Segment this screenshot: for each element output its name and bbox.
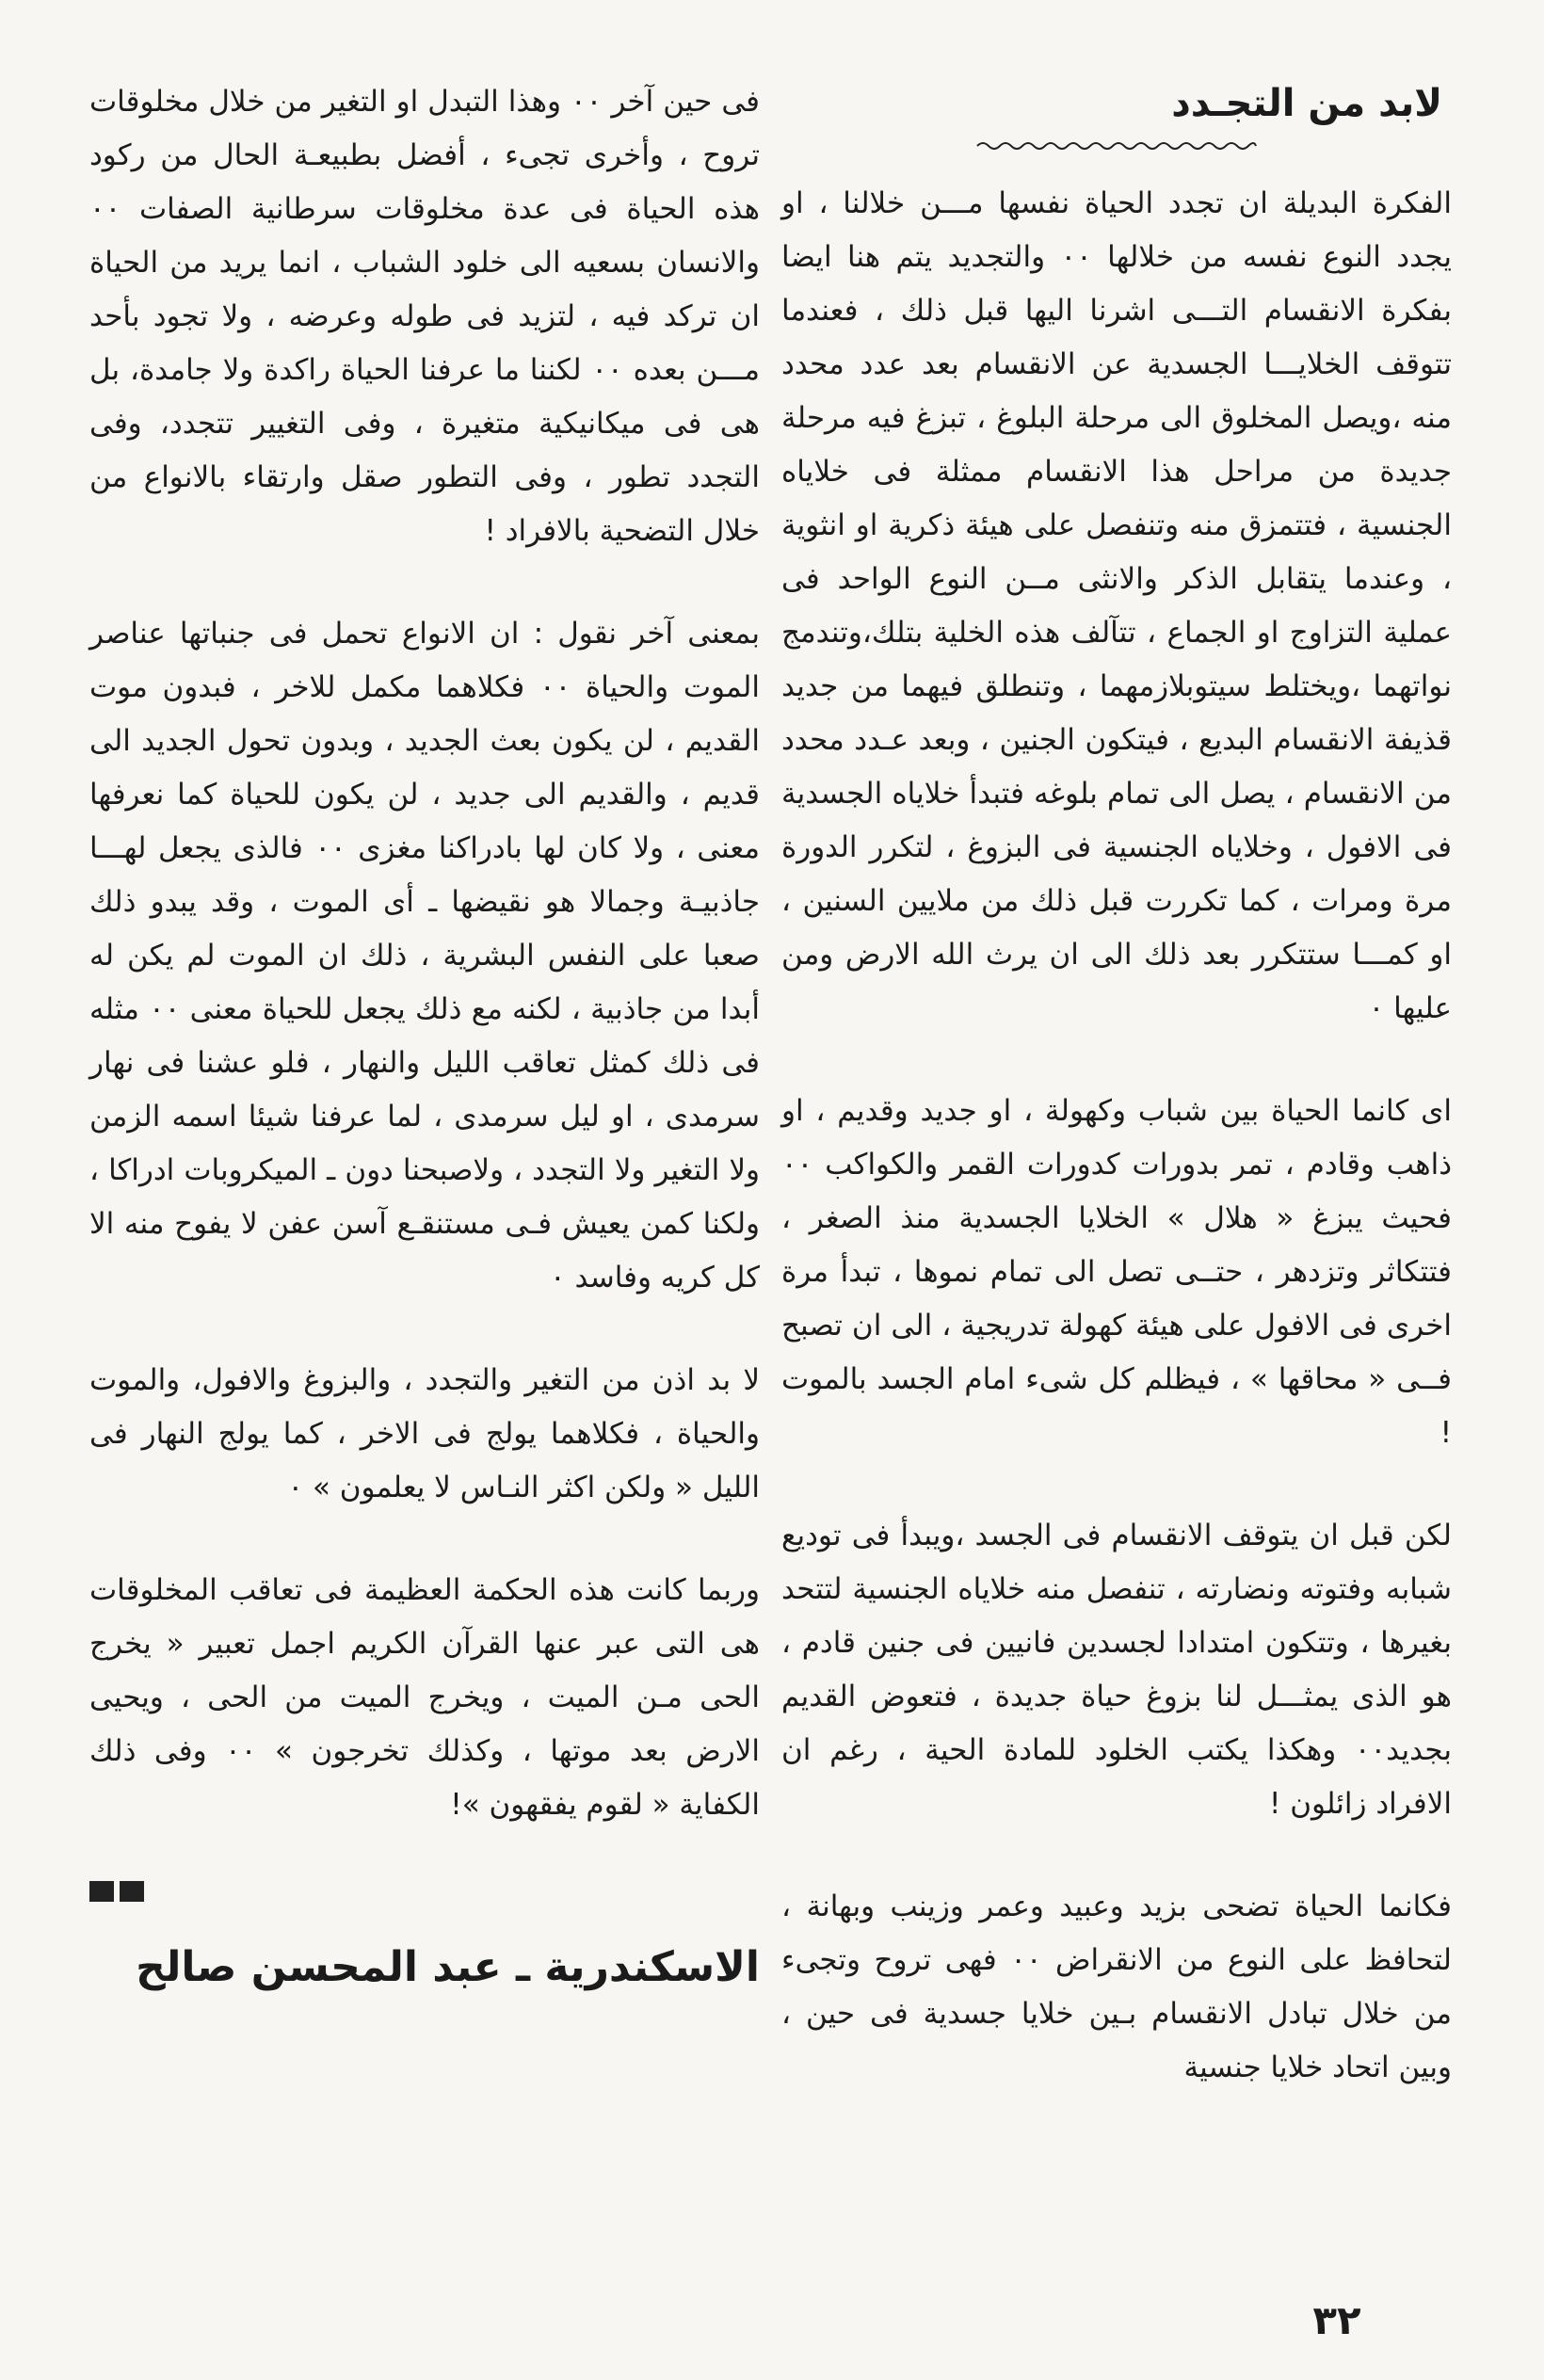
paragraph: فكانما الحياة تضحى بزيد وعبيد وعمر وزينب وبهانة ، لتحافظ على النوع من الانقراض ٠٠ فهى تروح وتجىء من خلال تبادل الانقسام بـين خلايا جسدية فى حين ، وبين اتحاد خلايا جنسية (781, 1890, 1453, 2084)
paragraph: وربما كانت هذه الحكمة العظيمة فى تعاقب المخلوقات هى التى عبر عنها القرآن الكريم اجمل تعبير « يخرج الحى مـن الميت ، ويخرج الميت من الحى ، ويحيى الارض بعد موتها ، وكذلك تخرجون » ٠٠ وفى ذلك الكفاية « لقوم يفقهون »! (89, 1573, 760, 1822)
title-underline-ornament (975, 139, 1258, 153)
paragraph: لا بد اذن من التغير والتجدد ، والبزوغ والافول، والموت والحياة ، فكلاهما يولج فى الاخر ، كما يولج النهار فى الليل « ولكن اكثر النـاس لا يعلمون » ٠ (89, 1363, 760, 1504)
paragraph: الفكرة البديلة ان تجدد الحياة نفسها مـــن خلالنا ، او يجدد النوع نفسه من خلالها ٠٠ والتجديد يتم هنا ايضا بفكرة الانقسام التـــى اشرنا اليها قبل ذلك ، فعندما تتوقف الخلايـــا الجسدية عن الانقسام بعد عدد محدد منه ،ويصل المخلوق الى مرحلة البلوغ ، تبزغ فيه مرحلة جديدة من مراحل هذا الانقسام ممثلة فى خلاياه الجنسية ، فتتمزق منه وتنفصل على هيئة ذكرية او انثوية ، وعندما يتقابل الذكر والانثى مــن النوع الواحد فى عملية التزاوج او الجماع ، تتآلف هذه الخلية بتلك،وتندمج نواتهما ،ويختلط سيتوبلازمهما ، وتنطلق فيهما من جديد قذيفة الانقسام البديع ، فيتكون الجنين ، وبعد عـدد محدد من الانقسام ، يصل الى تمام بلوغه فتبدأ خلاياه الجسدية فى الافول ، وخلاياه الجنسية فى البزوغ ، لتكرر الدورة مرة ومرات ، كما تكررت قبل ذلك من ملايين السنين ، او كمـــا ستتكرر بعد ذلك الى ان يرث الله الارض ومن عليها ٠ (781, 186, 1453, 1025)
author-signature: الاسكندرية ـ عبد المحسن صالح (136, 1943, 760, 1991)
paragraph: فى حين آخر ٠٠ وهذا التبدل او التغير من خلال مخلوقات تروح ، وأخرى تجىء ، أفضل بطبيعـة الحال من ركود هذه الحياة فى عدة مخلوقات سرطانية الصفات ٠٠ والانسان بسعيه الى خلود الشباب ، انما يريد من الحياة ان تركد فيه ، لتزيد فى طوله وعرضه ، ولا تجود بأحد مـــن بعده ٠٠ لكننا ما عرفنا الحياة راكدة ولا جامدة، بل هى فى ميكانيكية متغيرة ، وفى التغيير تتجدد، وفى التجدد تطور ، وفى التطور صقل وارتقاء بالانواع من خلال التضحية بالافراد ! (89, 85, 761, 548)
left-column (89, 75, 760, 1996)
page-number: ٣٢ (1312, 2297, 1361, 2343)
paragraph: لكن قبل ان يتوقف الانقسام فى الجسد ،ويبدأ فى توديع شبابه وفتوته ونضارته ، تنفصل منه خلاياه الجنسية لتتحد بغيرها ، وتتكون امتدادا لجسدين فانيين فى جنين قادم ، هو الذى يمثـــل لنا بزوغ حياة جديدة ، فتعوض القديم بجديد٠٠ وهكذا يكتب الخلود للمادة الحية ، رغم ان الافراد زائلون ! (781, 1519, 1452, 1821)
article-title-block (781, 75, 1452, 153)
end-mark-square (120, 1881, 144, 1902)
paragraph: بمعنى آخر نقول : ان الانواع تحمل فى جنباتها عناصر الموت والحياة ٠٠ فكلاهما مكمل للاخر ، فبدون موت القديم ، لن يكون بعث الجديد ، وبدون تحول الجديد الى قديم ، والقديم الى جديد ، لن يكون للحياة كما نعرفها معنى ، ولا كان لها بادراكنا مغزى ٠٠ فالذى يجعل لهـــا جاذبيـة وجمالا هو نقيضها ـ أى الموت ، وقد يبدو ذلك صعبا على النفس البشرية ، ذلك ان الموت لم يكن له أبدا من جاذبية ، لكنه مع ذلك يجعل للحياة معنى ٠٠ مثله فى ذلك كمثل تعاقب الليل والنهار ، فلو عشنا فى نهار سرمدى ، او ليل سرمدى ، لما عرفنا شيئا اسمه الزمن ولا التغير ولا التجدد ، ولاصبحنا دون ـ الميكروبات ادراكا ، ولكنا كمن يعيش فـى مستنقـع آسن عفن لا يفوح منه الا كل كريه وفاسد ٠ (89, 617, 760, 1295)
end-of-article-marks (89, 1881, 760, 1902)
article-title: لابد من التجـدد (1171, 82, 1442, 125)
paragraph: اى كانما الحياة بين شباب وكهولة ، او جديد وقديم ، او ذاهب وقادم ، تمر بدورات كدورات القمر والكواكب ٠٠ فحيث يبزغ « هلال » الخلايا الجسدية منذ الصغر ، فتتكاثر وتزدهر ، حتــى تصل الى تمام نموها ، تبدأ مرة اخرى فى الافول على هيئة كهولة تدريجية ، الى ان تصبح فــى « محاقها » ، فيظلم كل شىء امام الجسد بالموت ! (781, 1094, 1452, 1450)
end-mark-square (89, 1881, 114, 1902)
right-column (781, 75, 1452, 2144)
